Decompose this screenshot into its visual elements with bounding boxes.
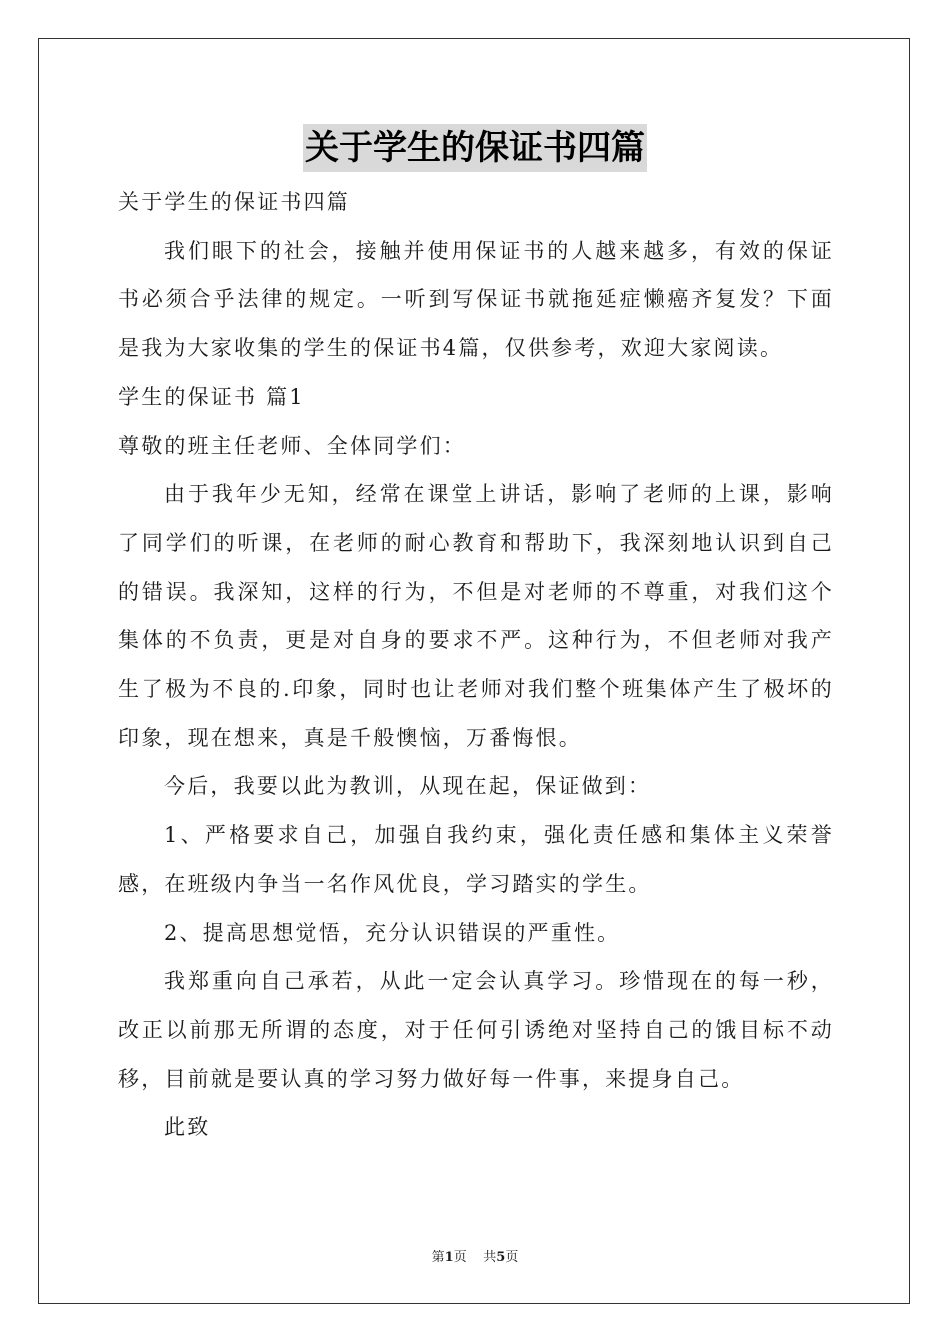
footer-total-prefix: 共 — [483, 1250, 497, 1265]
paragraph-list-item: 2、提高思想觉悟，充分认识错误的严重性。 — [164, 920, 621, 945]
paragraph-body: 今后，我要以此为教训，从现在起，保证做到： — [164, 774, 652, 799]
paragraph-intro: 我们眼下的社会，接触并使用保证书的人越来越多，有效的保证书必须合乎法律的规定。一听到写保证书就拖延症懒癌齐复发？下面是我为大家收集的学生的保证书4篇，仅供参考，欢迎大家阅读。 — [118, 238, 834, 361]
paragraph-section-heading: 学生的保证书 篇1 — [118, 384, 305, 409]
footer-page-prefix: 第 — [431, 1250, 445, 1265]
page-footer — [0, 1246, 950, 1265]
paragraph-list-item: 1、严格要求自己，加强自我约束，强化责任感和集体主义荣誉感，在班级内争当一名作风优良，学习踏实的学生。 — [118, 823, 834, 896]
paragraph-body: 我郑重向自己承若，从此一定会认真学习。珍惜现在的每一秒，改正以前那无所谓的态度，对于任何引诱绝对坚持自己的饿目标不动移，目前就是要认真的学习努力做好每一件事，来提身自己。 — [118, 969, 834, 1091]
document-title: 关于学生的保证书四篇 — [303, 124, 647, 172]
footer-total-unit: 页 — [505, 1250, 519, 1265]
paragraph-closing: 此致 — [164, 1115, 211, 1140]
paragraph-body: 由于我年少无知，经常在课堂上讲话，影响了老师的上课，影响了同学们的听课，在老师的耐心教育和帮助下，我深刻地认识到自己的错误。我深知，这样的行为，不但是对老师的不尊重，对我们这个集体的不负责，更是对自身的要求不严。这种行为，不但老师对我产生了极为不良的.印象，同时也让老师对我们整个班集体产生了极坏的印象，现在想来，真是千般懊恼，万番悔恨。 — [118, 482, 834, 750]
title-wrap — [0, 124, 950, 172]
footer-page-total: 5 — [496, 1250, 506, 1265]
footer-page-current: 1 — [444, 1250, 454, 1265]
document-body — [118, 178, 834, 1152]
footer-page-unit: 页 — [453, 1250, 467, 1265]
paragraph-subtitle: 关于学生的保证书四篇 — [118, 190, 350, 214]
paragraph-salutation: 尊敬的班主任老师、全体同学们： — [118, 433, 466, 458]
